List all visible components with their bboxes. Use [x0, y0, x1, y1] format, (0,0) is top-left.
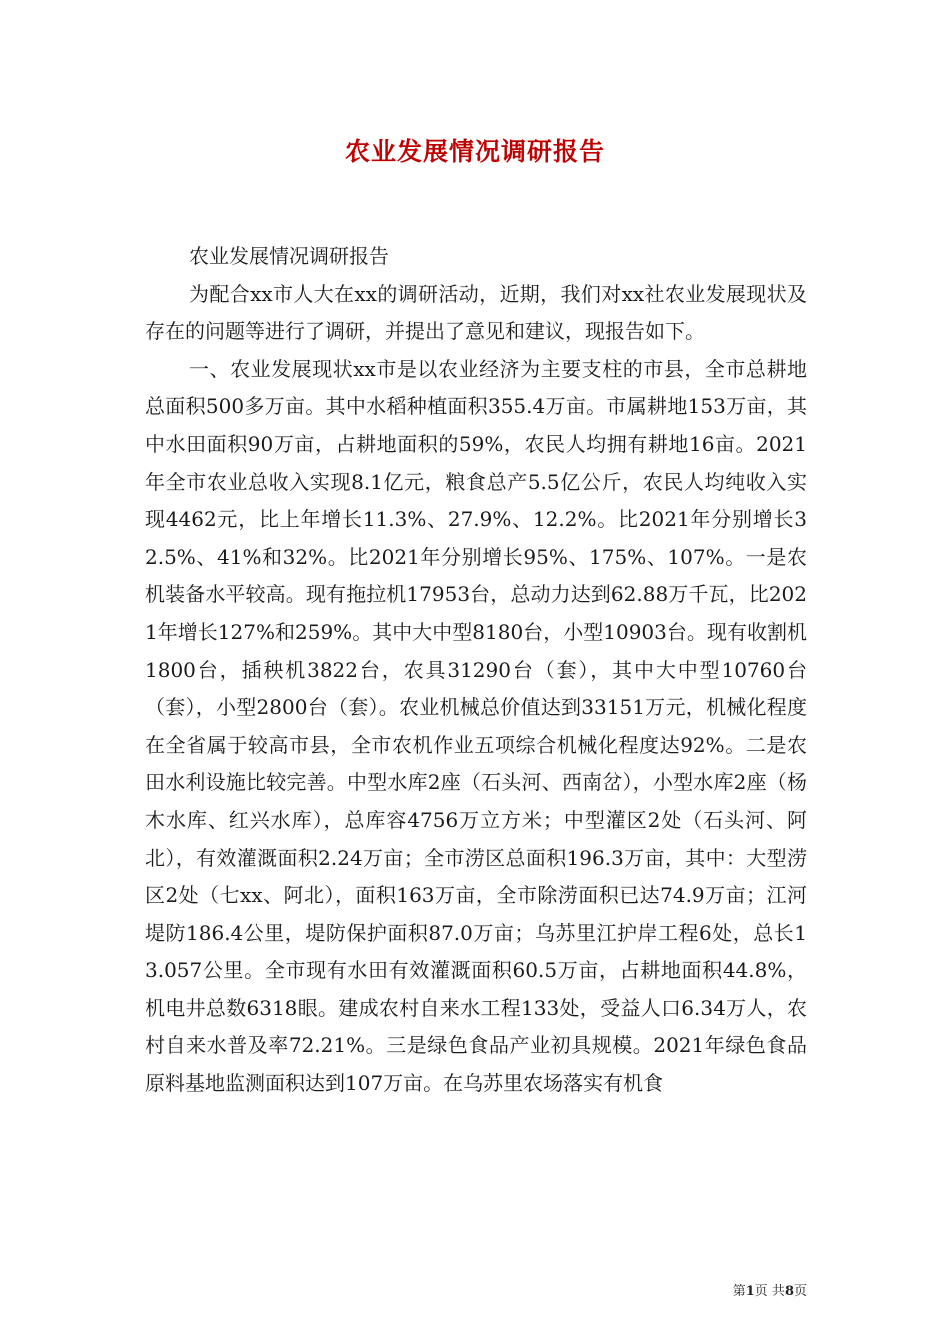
footer-suffix: 页: [793, 1284, 807, 1299]
document-body: [145, 238, 807, 1103]
current-page-number: 1: [745, 1284, 755, 1299]
document-subtitle: 农业发展情况调研报告: [189, 244, 389, 268]
paragraph-status: 一、农业发展现状xx市是以农业经济为主要支柱的市县，全市总耕地总面积500多万亩。其中水稻种植面积355.4万亩。市属耕地153万亩，其中水田面积90万亩，占耕地面积的59%，农民人均拥有耕地16亩。2021年全市农业总收入实现8.1亿元，粮食总产5.5亿公斤，农民人均纯收入实现4462元，比上年增长11.3%、27.9%、12.2%。比2021年分别增长32.5%、41%和32%。比2021年分别增长95%、175%、107%。一是农机装备水平较高。现有拖拉机17953台，总动力达到62.88万千瓦，比2021年增长127%和259%。其中大中型8180台，小型10903台。现有收割机1800台，插秧机3822台，农具31290台（套），其中大中型10760台（套），小型2800台（套）。农业机械总价值达到33151万元，机械化程度在全省属于较高市县，全市农机作业五项综合机械化程度达92%。二是农田水利设施比较完善。中型水库2座（石头河、西南岔），小型水库2座（杨木水库、红兴水库），总库容4756万立方米；中型灌区2处（石头河、阿北），有效灌溉面积2.24万亩；全市涝区总面积196.3万亩，其中：大型涝区2处（七xx、阿北），面积163万亩，全市除涝面积已达74.9万亩；江河堤防186.4公里，堤防保护面积87.0万亩；乌苏里江护岸工程6处，总长13.057公里。全市现有水田有效灌溉面积60.5万亩，占耕地面积44.8%，机电井总数6318眼。建成农村自来水工程133处，受益人口6.34万人，农村自来水普及率72.21%。三是绿色食品产业初具规模。2021年绿色食品原料基地监测面积达到107万亩。在乌苏里农场落实有机食: [145, 356, 807, 1096]
page-title: 农业发展情况调研报告: [344, 137, 605, 166]
total-page-number: 8: [784, 1284, 794, 1299]
footer-prefix: 第: [732, 1284, 746, 1299]
paragraph-intro: 为配合xx市人大在xx的调研活动，近期，我们对xx社农业发展现状及存在的问题等进行了调研，并提出了意见和建议，现报告如下。: [145, 281, 807, 344]
page-footer: [733, 1280, 807, 1299]
footer-middle: 页 共: [754, 1284, 785, 1299]
